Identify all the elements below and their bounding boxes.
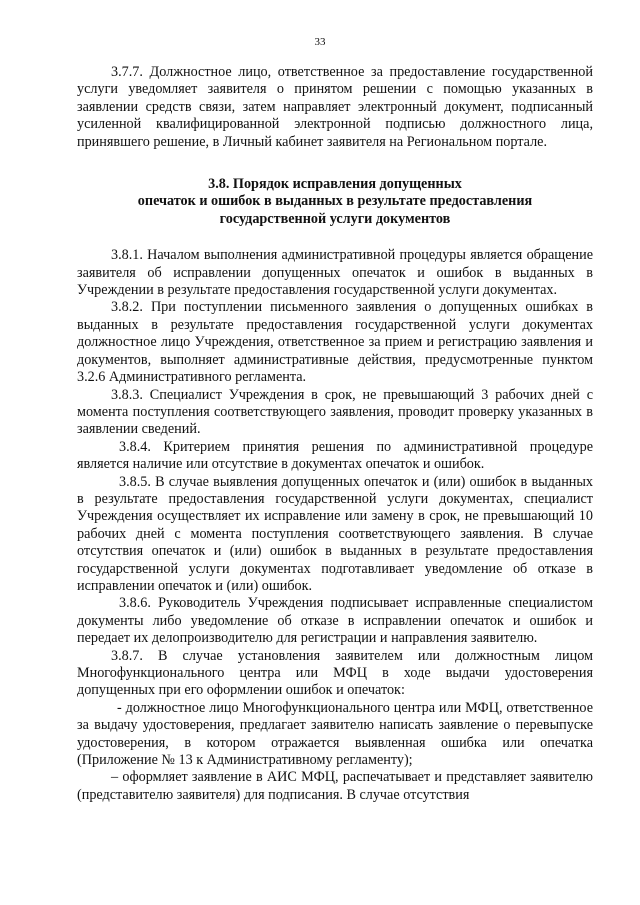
paragraph-3-7-7: 3.7.7. Должностное лицо, ответственное за предоставление государственной услуги уведомляет заявителя о принятом решении с помощью указанных в заявлении средств связи, затем направляет электронный документ, подписанный усиленной квалифицированной электронной подписью должностного лица, принявшего решение, в Личный кабинет заявителя на Региональном портале. <box>77 64 593 150</box>
document-body <box>77 64 593 804</box>
paragraph-3-8-5: 3.8.5. В случае выявления допущенных опечаток и (или) ошибок в выданных в результате предоставления государственной услуги документах, специалист Учреждения осуществляет их исправление или замену в срок, не превышающий 10 рабочих дней с момента поступления соответствующего заявления. В случае отсутствия опечаток и (или) ошибок в выданных в результате предоставления государственной услуги документах подготавливает уведомление об отказе в исправлении опечаток и (или) ошибок. <box>77 473 593 594</box>
list-item-register-statement: – оформляет заявление в АИС МФЦ, распечатывает и представляет заявителю (представителю заявителя) для подписания. В случае отсутствия <box>77 769 593 803</box>
page-number: 33 <box>314 36 326 48</box>
paragraph-3-8-2: 3.8.2. При поступлении письменного заявления о допущенных ошибках в выданных в результате предоставления государственной услуги документах должностное лицо Учреждения, ответственное за прием и регистрацию заявления и документов, выполняет административные действия, предусмотренные пунктом 3.2.6 Административного регламента. <box>77 299 593 386</box>
paragraph-3-8-6: 3.8.6. Руководитель Учреждения подписывает исправленные специалистом документы либо уведомление об отказе в исправлении опечаток и ошибок и передает их делопроизводителю для регистрации и направления заявителю. <box>77 595 593 647</box>
list-item-issue-statement: - должностное лицо Многофункционального центра или МФЦ, ответственное за выдачу удостоверения, предлагает заявителю написать заявление о перевыпуске удостоверения, в котором отражается выявленная ошибка или опечатка (Приложение № 13 к Административному регламенту); <box>77 699 593 769</box>
paragraph-3-8-4: 3.8.4. Критерием принятия решения по административной процедуре является наличие или отсутствие в документах опечаток и ошибок. <box>77 438 593 473</box>
section-title <box>77 176 593 228</box>
paragraph-3-8-3: 3.8.3. Специалист Учреждения в срок, не превышающий 3 рабочих дней с момента поступления соответствующего заявления, проводит проверку указанных в заявлении сведений. <box>77 386 593 438</box>
section-title-line: опечаток и ошибок в выданных в результате предоставления <box>137 193 533 210</box>
section-title-line: 3.8. Порядок исправления допущенных <box>208 176 462 193</box>
paragraph-3-8-1: 3.8.1. Началом выполнения административной процедуры является обращение заявителя об исправлении допущенных опечаток и ошибок в выданных в Учреждении в результате предоставления государственной услуги документах. <box>77 247 593 299</box>
paragraph-3-8-7: 3.8.7. В случае установления заявителем или должностным лицом Многофункционального центра или МФЦ в ходе выдачи удостоверения допущенных при его оформлении ошибок и опечаток: <box>77 647 593 699</box>
section-title-line: государственной услуги документов <box>219 210 451 227</box>
